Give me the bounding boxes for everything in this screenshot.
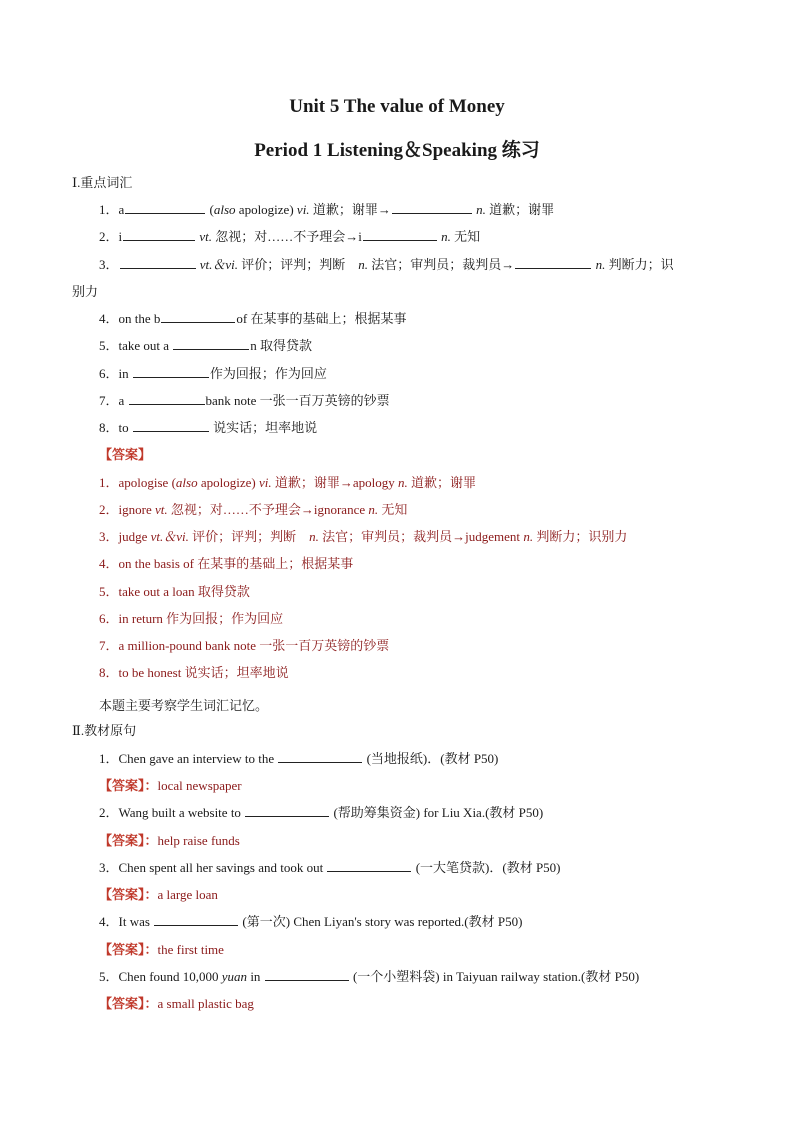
q2-prefix: 2．i [99,229,123,244]
s4-suffix: (第一次) Chen Liyan's story was reported.(教材 P50) [239,914,523,929]
s5-suffix: (一个小塑料袋) in Taiyuan railway station.(教材 P50) [349,969,640,984]
page-title: Unit 5 The value of Money [289,96,505,117]
sentence-answer-1 [99,777,242,795]
q3-text-b: 法官；审判员；裁判员→ [368,257,515,272]
s5-mid: in [247,969,264,984]
s1-suffix: (当地报纸)．(教材 P50) [363,751,499,766]
a1-text-a: apologize) [197,475,259,490]
q1-text-c: 道歉；谢罪→ [309,202,391,217]
answer-2 [99,501,407,519]
q1-text-a: ( [209,202,214,217]
vocab-question-3 [99,256,674,274]
vocab-question-1 [99,201,554,219]
fill-blank [278,750,362,763]
sentence-answer-3 [99,886,218,904]
sentence-answer-4 [99,941,224,959]
answer-label: 【答案】： [99,833,158,848]
a2-text-b: 无知 [378,502,408,517]
a2-text-a: 忽视；对……不予理会→ignorance [167,502,369,517]
q8-prefix: 8．to [99,420,132,435]
vocab-question-4 [99,310,406,328]
q6-text: 作为回报；作为回应 [209,366,327,381]
s3-prefix: 3．Chen spent all her savings and took out [99,860,327,875]
q6-prefix: 6．in [99,366,132,381]
sentence-question-3 [99,859,561,877]
a1-pos-n: n. [397,475,408,490]
answer-label: 【答案】： [99,996,158,1011]
sentence-question-5 [99,968,639,986]
s4-prefix: 4．It was [99,914,154,929]
s1-prefix: 1．Chen gave an interview to the [99,751,278,766]
q1-pos-vi: vi. [296,202,310,217]
a3-pos-n: n. [309,529,319,544]
answer-label: 【答案】： [99,778,158,793]
section-heading-textbook: Ⅱ.教材原句 [72,723,137,738]
fill-blank [129,392,205,405]
a3-text-c: 判断力；识别力 [533,529,628,544]
section-note: 本题主要考察学生词汇记忆。 [99,698,269,713]
fill-blank [120,256,196,269]
a1-pos-vi: vi. [258,475,272,490]
s5-prefix: 5．Chen found 10,000 [99,969,222,984]
q4-text: of 在某事的基础上；根据某事 [236,311,407,326]
answer-7: 7．a million-pound bank note 一张一百万英镑的钞票 [99,638,390,653]
q3-pos-vt-vi: vt.＆vi. [199,257,239,272]
answer-label: 【答案】： [99,887,158,902]
fill-blank [173,337,249,350]
q2-text-b: 无知 [450,229,481,244]
s2-answer: help raise funds [157,833,240,848]
s3-suffix: (一大笔贷款)．(教材 P50) [412,860,561,875]
vocab-question-8 [99,419,317,437]
a1-text-c: 道歉；谢罪 [407,475,476,490]
a1-prefix: 1．apologise ( [99,475,176,490]
a3-pos-vt-vi: vt.＆vi. [150,529,189,544]
fill-blank [265,968,349,981]
fill-blank [123,228,195,241]
s5-yuan: yuan [221,969,248,984]
vocab-question-2 [99,228,480,246]
a3-text-a: 评价；评判；判断 [188,529,310,544]
a2-pos-vt: vt. [154,502,168,517]
q3-wrap-line: 别力 [72,284,99,299]
fill-blank [515,256,591,269]
answer-6: 6．in return 作为回报；作为回应 [99,611,284,626]
s4-answer: the first time [157,942,224,957]
fill-blank [161,310,235,323]
answer-5: 5．take out a loan 取得贷款 [99,584,250,599]
q7-text: bank note 一张一百万英镑的钞票 [205,393,390,408]
q1-also: also [213,202,236,217]
s3-answer: a large loan [157,887,218,902]
sentence-question-4 [99,913,522,931]
answer-label: 【答案】： [99,942,158,957]
q4-prefix: 4．on the b [99,311,161,326]
a3-pos-n2: n. [523,529,534,544]
fill-blank [154,913,238,926]
fill-blank [133,365,209,378]
page-subtitle: Period 1 Listening＆Speaking 练习 [254,140,540,161]
fill-blank [363,228,437,241]
q3-pos-n: n. [358,257,369,272]
q3-prefix: 3． [99,257,119,272]
section-heading-vocabulary: Ⅰ.重点词汇 [72,175,133,190]
sentence-answer-2 [99,832,240,850]
q1-text-d: 道歉；谢罪 [485,202,555,217]
s2-prefix: 2．Wang built a website to [99,805,245,820]
a2-prefix: 2．ignore [99,502,155,517]
q7-prefix: 7．a [99,393,128,408]
sentence-answer-5 [99,995,254,1013]
q5-prefix: 5．take out a [99,338,173,353]
fill-blank [392,201,472,214]
answer-4: 4．on the basis of 在某事的基础上；根据某事 [99,556,354,571]
a3-text-b: 法官；审判员；裁判员→judgement [318,529,524,544]
fill-blank [245,804,329,817]
q1-pos-n: n. [476,202,486,217]
s5-answer: a small plastic bag [157,996,254,1011]
q2-text-a: 忽视；对……不予理会→i [212,229,362,244]
q3-pos-n2: n. [595,257,606,272]
q1-text-b: apologize) [235,202,294,217]
answer-1 [99,474,476,492]
a1-also: also [175,475,198,490]
q5-text: n 取得贷款 [250,338,313,353]
fill-blank [327,859,411,872]
q3-text-c: 判断力；识 [605,257,674,272]
answer-8: 8．to be honest 说实话；坦率地说 [99,665,289,680]
vocab-question-6 [99,365,327,383]
answer-3 [99,528,627,546]
q1-prefix: 1．a [99,202,125,217]
a2-pos-n: n. [368,502,379,517]
s2-suffix: (帮助筹集资金) for Liu Xia.(教材 P50) [330,805,544,820]
q2-pos-n: n. [441,229,451,244]
fill-blank [125,201,205,214]
s1-answer: local newspaper [157,778,242,793]
vocab-question-7 [99,392,390,410]
q2-pos-vt: vt. [199,229,213,244]
answer-tag: 【答案】 [99,447,152,462]
q8-text: 说实话；坦率地说 [209,420,318,435]
q3-text-a: 评价；评判；判断 [238,257,359,272]
fill-blank [133,419,209,432]
a1-text-b: 道歉；谢罪→apology [271,475,398,490]
a3-prefix: 3．judge [99,529,151,544]
sentence-question-1 [99,750,498,768]
vocab-question-5 [99,337,312,355]
sentence-question-2 [99,804,543,822]
